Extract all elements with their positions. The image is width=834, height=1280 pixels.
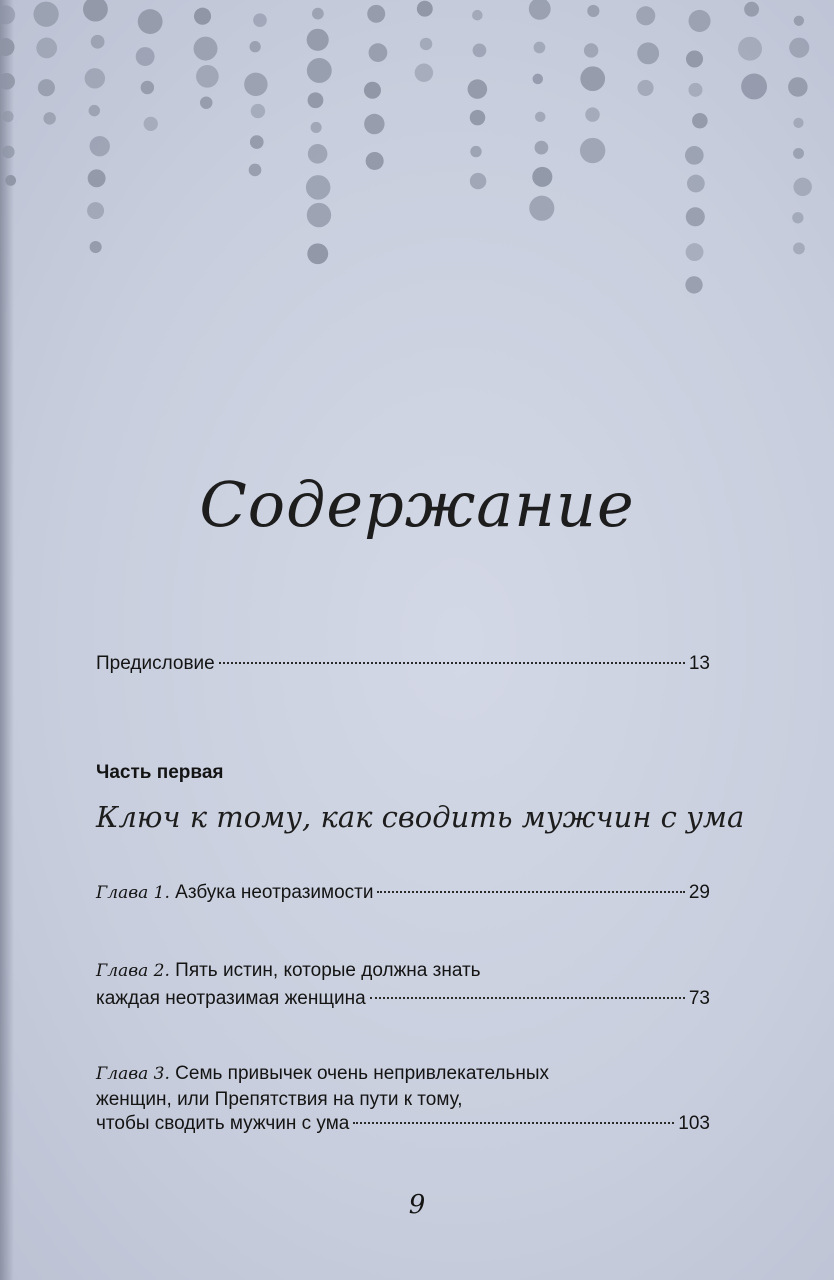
decorative-dot (308, 144, 328, 164)
toc-entry-page: 73 (688, 988, 710, 1009)
part-heading: Часть первая (96, 762, 224, 783)
decorative-dot (5, 175, 16, 186)
dot-leader (377, 891, 684, 893)
decorative-dot (2, 111, 13, 122)
dot-leader (370, 997, 685, 999)
page-title: Содержание (199, 468, 635, 541)
toc-entry-label: Предисловие (96, 653, 215, 674)
decorative-dot (367, 5, 385, 23)
decorative-dot (415, 64, 433, 82)
decorative-dot (473, 44, 487, 58)
decorative-dot (741, 74, 767, 100)
decorative-dot (688, 83, 702, 97)
decorative-dot (138, 9, 163, 34)
toc-entry-preface (96, 651, 710, 677)
decorative-dot (637, 42, 659, 64)
decorative-dot (91, 35, 105, 49)
decorative-dot (2, 146, 15, 159)
decorative-dot (738, 37, 762, 61)
chapter-title-line: каждая неотразимая женщина (96, 988, 366, 1009)
decorative-dot (83, 0, 108, 22)
decorative-dot (196, 65, 219, 88)
decorative-dot (200, 96, 212, 108)
decorative-dot (687, 175, 705, 193)
decorative-dot (470, 110, 486, 126)
decorative-dot (686, 243, 704, 261)
decorative-dot (584, 43, 598, 57)
decorative-dot (470, 173, 486, 189)
decorative-dot (250, 135, 264, 149)
toc-entry-chapter-2-line-1 (96, 958, 481, 984)
decorative-dot (253, 13, 267, 27)
decorative-dot (793, 243, 805, 255)
decorative-dot (87, 202, 104, 219)
decorative-dot (636, 6, 655, 25)
decorative-dot (364, 82, 381, 99)
decorative-dot (417, 1, 433, 17)
part-title: Ключ к тому, как сводить мужчин с ума (96, 800, 745, 834)
decorative-dot (685, 276, 702, 293)
decorative-dot (307, 29, 329, 51)
dot-leader (219, 662, 685, 664)
toc-entry-chapter-3-line-2 (96, 1087, 463, 1113)
decorative-dot (136, 47, 155, 66)
decorative-dot (685, 146, 704, 165)
decorative-dot (468, 79, 488, 99)
decorative-dot (194, 8, 211, 25)
decorative-dot (686, 207, 705, 226)
decorative-dot (307, 243, 328, 264)
toc-entry-chapter-3 (96, 1111, 710, 1137)
decorative-dot (308, 92, 324, 108)
decorative-dot (89, 105, 100, 116)
page-number: 9 (408, 1190, 426, 1220)
chapter-title-line: Азбука неотразимости (175, 882, 374, 903)
decorative-dot (141, 81, 154, 94)
decorative-dot (686, 50, 703, 67)
decorative-dot (580, 138, 605, 163)
decorative-dot (793, 118, 803, 128)
decorative-dot (535, 112, 545, 122)
decorative-dot (90, 241, 102, 253)
decorative-dot (420, 38, 432, 50)
decorative-dot (472, 10, 483, 21)
decorative-dot (0, 38, 15, 56)
decorative-dot (535, 141, 549, 155)
decorative-dot (794, 16, 804, 26)
decorative-dot (307, 203, 331, 227)
decorative-dot (0, 5, 15, 24)
decorative-dot (251, 104, 265, 118)
decorative-dot (470, 146, 481, 157)
decorative-dot (244, 73, 267, 96)
decorative-dot (249, 164, 262, 177)
decorative-dot (312, 8, 324, 20)
toc-entry-page: 13 (688, 653, 710, 674)
decorative-dot (88, 169, 106, 187)
decorative-dot (36, 38, 57, 59)
decorative-dot (789, 38, 809, 58)
decorative-dot (33, 2, 58, 27)
decorative-dot (533, 74, 544, 85)
toc-entry-page: 103 (678, 1113, 710, 1134)
decorative-dot (532, 167, 552, 187)
decorative-dot (580, 66, 605, 91)
toc-entry-chapter-2 (96, 986, 710, 1012)
decorative-dot (793, 178, 811, 196)
decorative-dot (369, 43, 388, 62)
decorative-dot (788, 77, 808, 97)
decorative-dot (90, 136, 110, 156)
decorative-dot (366, 152, 384, 170)
chapter-prefix: Глава 2. (96, 961, 170, 981)
decorative-dot (43, 112, 55, 124)
decorative-dot (793, 148, 804, 159)
chapter-prefix: Глава 1. (96, 883, 170, 903)
decorative-dot-pattern (0, 0, 834, 300)
decorative-dot (529, 196, 554, 221)
chapter-title-line: Пять истин, которые должна знать (175, 960, 481, 981)
decorative-dot (692, 113, 708, 129)
decorative-dot (194, 37, 218, 61)
toc-entry-chapter-1 (96, 880, 710, 906)
decorative-dot (689, 10, 711, 32)
chapter-prefix: Глава 3. (96, 1064, 170, 1084)
decorative-dot (249, 41, 260, 52)
decorative-dot (364, 114, 384, 134)
decorative-dot (792, 212, 803, 223)
toc-entry-chapter-3-line-1 (96, 1061, 549, 1087)
chapter-title-line: женщин, или Препятствия на пути к тому, (96, 1089, 463, 1110)
decorative-dot (85, 68, 105, 88)
toc-entry-page: 29 (688, 882, 710, 903)
decorative-dot (311, 122, 322, 133)
decorative-dot (534, 42, 546, 54)
decorative-dot (587, 5, 599, 17)
chapter-title-line: чтобы сводить мужчин с ума (96, 1113, 350, 1134)
decorative-dot (744, 2, 759, 17)
decorative-dot (38, 79, 55, 96)
decorative-dot (306, 175, 330, 199)
decorative-dot (529, 0, 551, 20)
decorative-dot (144, 117, 158, 131)
dot-leader (353, 1122, 674, 1124)
decorative-dot (637, 80, 653, 96)
decorative-dot (0, 73, 15, 90)
decorative-dot (307, 58, 332, 83)
chapter-title-line: Семь привычек очень непривлекательных (175, 1063, 550, 1084)
decorative-dot (585, 107, 599, 121)
